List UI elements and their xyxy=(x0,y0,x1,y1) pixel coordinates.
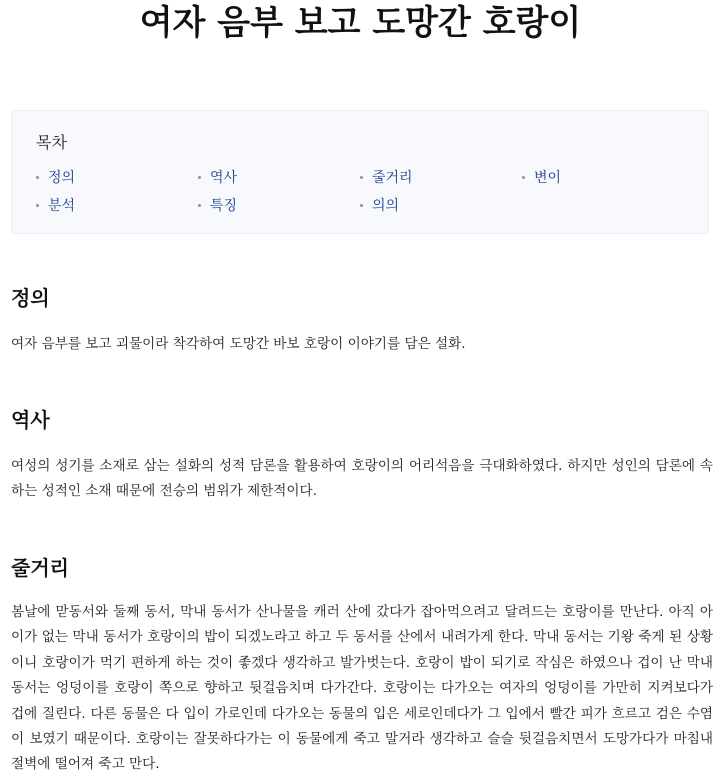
section-heading-plot: 줄거리 xyxy=(11,556,69,580)
table-of-contents xyxy=(11,110,709,234)
bullet-icon xyxy=(198,176,201,179)
bullet-icon xyxy=(522,176,525,179)
section-text-plot: 봄날에 맏동서와 둘째 동서, 막내 동서가 산나물을 캐러 산에 갔다가 잡아먹으려고 달려드는 호랑이를 만난다. 아직 아이가 없는 막내 동서가 호랑이의 밥이 되겠노라고 하고 두 동서를 산에서 내려가게 한다. 막내 동서는 기왕 죽게 된 상황이니 호랑이가 먹기 편하게 하는 것이 좋겠다 생각하고 발가벗는다. 호랑이 밥이 되기로 작심은 하였으나 겁이 난 막내 동서는 엉덩이를 호랑이 쪽으로 향하고 뒷걸음치며 다가간다. 호랑이는 다가오는 여자의 엉덩이를 가만히 지켜보다가 겁에 질린다. 다른 동물은 다 입이 가로인데 다가오는 동물의 입은 세로인데다가 그 입에서 빨간 피가 흐르고 검은 수염이 보였기 때문이다. 호랑이는 잘못하다가는 이 동물에게 죽고 말거라 생각하고 슬슬 뒷걸음치면서 도망가다가 마침내 절벽에 떨어져 죽고 만다. xyxy=(11,604,713,773)
toc-item-label[interactable]: 정의 xyxy=(48,170,76,186)
toc-item-significance[interactable] xyxy=(360,195,522,215)
toc-item-variants[interactable] xyxy=(522,167,684,187)
toc-item-analysis[interactable] xyxy=(36,195,198,215)
toc-list xyxy=(36,167,696,215)
toc-item-features[interactable] xyxy=(198,195,360,215)
toc-item-definition[interactable] xyxy=(36,167,198,187)
toc-item-label[interactable]: 변이 xyxy=(534,170,562,186)
section-text-history: 여성의 성기를 소재로 삼는 설화의 성적 담론을 활용하여 호랑이의 어리석음을 극대화하였다. 하지만 성인의 담론에 속하는 성적인 소재 때문에 전승의 범위가 제한적이다. xyxy=(11,458,713,500)
toc-item-history[interactable] xyxy=(198,167,360,187)
toc-title: 목차 xyxy=(36,133,67,152)
toc-item-plot[interactable] xyxy=(360,167,522,187)
toc-item-label[interactable]: 의의 xyxy=(372,198,400,214)
bullet-icon xyxy=(360,204,363,207)
bullet-icon xyxy=(36,176,39,179)
section-text-definition: 여자 음부를 보고 괴물이라 착각하여 도망간 바보 호랑이 이야기를 담은 설화. xyxy=(11,336,466,352)
section-heading-definition: 정의 xyxy=(11,286,50,310)
bullet-icon xyxy=(198,204,201,207)
page-title: 여자 음부 보고 도망간 호랑이 xyxy=(139,3,582,43)
bullet-icon xyxy=(360,176,363,179)
toc-item-label[interactable]: 특징 xyxy=(210,198,238,214)
bullet-icon xyxy=(36,204,39,207)
toc-item-label[interactable]: 줄거리 xyxy=(372,170,413,186)
toc-item-label[interactable]: 분석 xyxy=(48,198,76,214)
section-heading-history: 역사 xyxy=(11,408,50,432)
toc-item-label[interactable]: 역사 xyxy=(210,170,238,186)
